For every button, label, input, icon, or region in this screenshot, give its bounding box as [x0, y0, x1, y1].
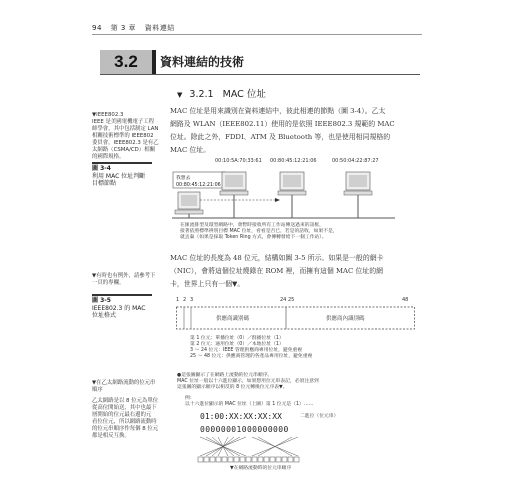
mac-label-1: 00:10:5A:70:33:61	[215, 158, 262, 164]
caption-line: 接著依照標準辨別目標 MAC 位址，看看是否已，若是的話收，如果不是，	[180, 229, 338, 234]
figure-number: 圖 3-4	[92, 165, 111, 172]
bit-cell	[234, 457, 239, 462]
subsection-title: MAC 位址	[222, 89, 266, 100]
bit-cell	[294, 457, 299, 462]
heading-line: ●這張圖顯示了在網路上流動的位元串順序。	[177, 373, 273, 378]
message-mac: 00:80:45:12:21:06	[176, 183, 221, 188]
para1-line: MAC 位址是用來識別在資料連結中，彼此相連的節點（圖 3-4）。乙太	[170, 107, 386, 115]
sidenote-line: 太網路（CSMA/CD）相關	[92, 147, 155, 153]
heading-line: 這張圖的顯示順序以相反的 8 位元轉換位元序表▼。	[177, 385, 288, 390]
bit-order-footer: ▼在網路流動時的位元串順序	[230, 466, 292, 471]
subsection-heading	[177, 86, 266, 100]
bit-position-labels	[176, 297, 416, 305]
bit-cell	[216, 457, 221, 462]
bit-cell	[252, 457, 257, 462]
bit-label: 1	[176, 297, 180, 303]
bit-label: 48	[402, 297, 409, 303]
bit-label: 2	[183, 297, 187, 303]
section-bar	[152, 50, 156, 74]
sidenote-line: 乙太網路是以 8 位元為單位	[92, 398, 159, 404]
section-rule	[100, 74, 420, 75]
binary-bits: 00000001000000000	[200, 425, 289, 434]
bit-cell	[240, 457, 245, 462]
sidenote-line: 看位位元，所以網路流動時	[92, 419, 157, 425]
bit-order-example	[185, 396, 405, 408]
bit-cell	[264, 457, 269, 462]
header-rule	[92, 34, 422, 35]
bit-swap-diagram	[198, 436, 308, 458]
sidenote-line: 一頁的專欄。	[92, 280, 125, 286]
figure-3-5-label	[92, 297, 162, 320]
note-line: 25 ～ 48 位元：供應商管理的各產品專用位址，避免重複	[190, 354, 313, 359]
chapter-title: 資料連結	[144, 24, 175, 32]
mac-format-diagram	[176, 305, 416, 335]
sidenote-line: 層開始的位元最右邊的元	[92, 412, 152, 418]
paragraph-mac-length	[170, 252, 415, 291]
mac-label-3: 00:50:04:22:87:27	[332, 158, 379, 164]
message-label: 我想去	[176, 176, 191, 181]
bit-cell	[228, 457, 233, 462]
computer-icon	[220, 172, 248, 195]
note-line: 3 ～ 24 位元：IEEE 管理供應商專用位址，避免重複	[190, 348, 303, 353]
figure-title-line: 位址格式	[92, 312, 117, 319]
bit-cell	[210, 457, 215, 462]
sidenote-exception	[92, 273, 162, 287]
binary-label: 二進位（位元串）	[300, 414, 339, 419]
subsection-marker: ▼	[177, 91, 183, 99]
computer-icon	[278, 172, 306, 195]
vendor-field: 供應商識別碼	[216, 316, 250, 322]
sidenote-line: ▼有時也有例外，請參考下	[92, 273, 156, 279]
sidenote-line: 的國際規格。	[92, 154, 125, 160]
figure-title-line: 目標節點	[92, 180, 117, 187]
section-title: 資料連結的技術	[160, 55, 245, 69]
bit-cell	[276, 457, 281, 462]
hex-address: 01:00:XX:XX:XX:XX	[200, 412, 282, 421]
bit-cell	[288, 457, 293, 462]
figure-number: 圖 3-5	[92, 297, 111, 304]
sidenote-line: 都是相反互換。	[92, 433, 130, 439]
para2-line: （NIC），會將這個位址燒錄在 ROM 裡，而擁有這個 MAC 位址的網	[170, 267, 384, 275]
para2-line: 卡，世界上只有一個▼。	[170, 280, 245, 288]
caption-line: 就丟棄（如果是採取 Token Ring 方式，會傳轉發給下一個工作站）。	[180, 235, 327, 240]
example-label: 例：	[185, 396, 195, 401]
sidenote-line: 順序	[92, 387, 103, 393]
para2-line: MAC 位址的長度為 48 位元，結構如圖 3-5 所示。如果是一般的網卡	[170, 254, 384, 262]
computer-icon	[344, 172, 372, 195]
example-line: 以十六進位顯示的 MAC 位址（上圖）第 1 位元是（1）……	[185, 402, 314, 407]
sidenote-line: 委員會，IEEE802.3 是有乙	[92, 140, 159, 146]
sidenote-line: ▼在乙太網路流動的位元串	[92, 380, 156, 386]
bit-cell	[270, 457, 275, 462]
running-header	[92, 23, 181, 33]
bit-cell	[204, 457, 209, 462]
sidenote-title: ▼IEEE802.3	[92, 112, 124, 118]
computer-icon	[175, 192, 203, 214]
section-number: 3.2	[100, 50, 152, 74]
para1-line: 網路及 WLAN（IEEE802.11）使用的是依照 IEEE802.3 規範的 MAC	[170, 120, 395, 128]
figure-3-4-caption	[180, 223, 390, 241]
serial-field: 供應商內識別碼	[326, 316, 365, 322]
caption-line: 在匯流排型及環型網路中，會暫時接收所有工作站傳送過來的訊框，	[180, 223, 324, 228]
page-number: 94	[92, 24, 102, 32]
subsection-number: 3.2.1	[189, 89, 214, 100]
bit-label: 24 25	[280, 297, 295, 303]
figure-label-rule	[92, 294, 152, 296]
figure-3-4-label	[92, 165, 162, 188]
chapter-label: 第 3 章	[110, 24, 137, 32]
bit-cell	[246, 457, 251, 462]
bit-label: 3	[190, 297, 194, 303]
bit-cell	[258, 457, 263, 462]
sidenote-line: 相關技術標準的 IEEE802	[92, 133, 154, 139]
figure-label-rule	[92, 162, 152, 164]
figure-title-line: 利用 MAC 位址判斷	[92, 172, 146, 180]
note-line: 第 1 位元：單播位址（0）／群播位址（1）	[190, 336, 284, 341]
paragraph-mac-intro	[170, 105, 410, 157]
para1-line: 位址。除此之外，FDDI、ATM 及 Bluetooth 等，也是使用相同規格的	[170, 133, 391, 141]
para1-line: MAC 位址。	[170, 146, 211, 154]
sidenote-line: 從高位開始送，其中也最下	[92, 405, 157, 411]
sidenote-ieee8023	[92, 112, 162, 161]
sidenote-line: 的位元串順序作每個 8 位元	[92, 426, 159, 432]
sidenote-line: IEEE 是美國電機電子工程	[92, 119, 155, 125]
sidenote-line: 師學會，其中包括制定 LAN	[92, 126, 159, 132]
sidenote-bit-order	[92, 380, 164, 440]
mac-format-notes	[190, 336, 410, 360]
bit-cell	[222, 457, 227, 462]
mac-label-2: 00:80:45:12:21:06	[270, 158, 317, 164]
figure-title-line: IEEE802.3 的 MAC	[92, 304, 146, 312]
bit-cell	[198, 457, 203, 462]
note-line: 第 2 位元：通用位址（0）／本地位址（1）	[190, 342, 284, 347]
bit-cells	[196, 456, 306, 464]
heading-line: MAC 位址一般以十六進位顯示，如果想用位元串表記，必須注意到	[177, 379, 319, 384]
bit-cell	[282, 457, 287, 462]
bit-order-heading	[177, 373, 407, 391]
